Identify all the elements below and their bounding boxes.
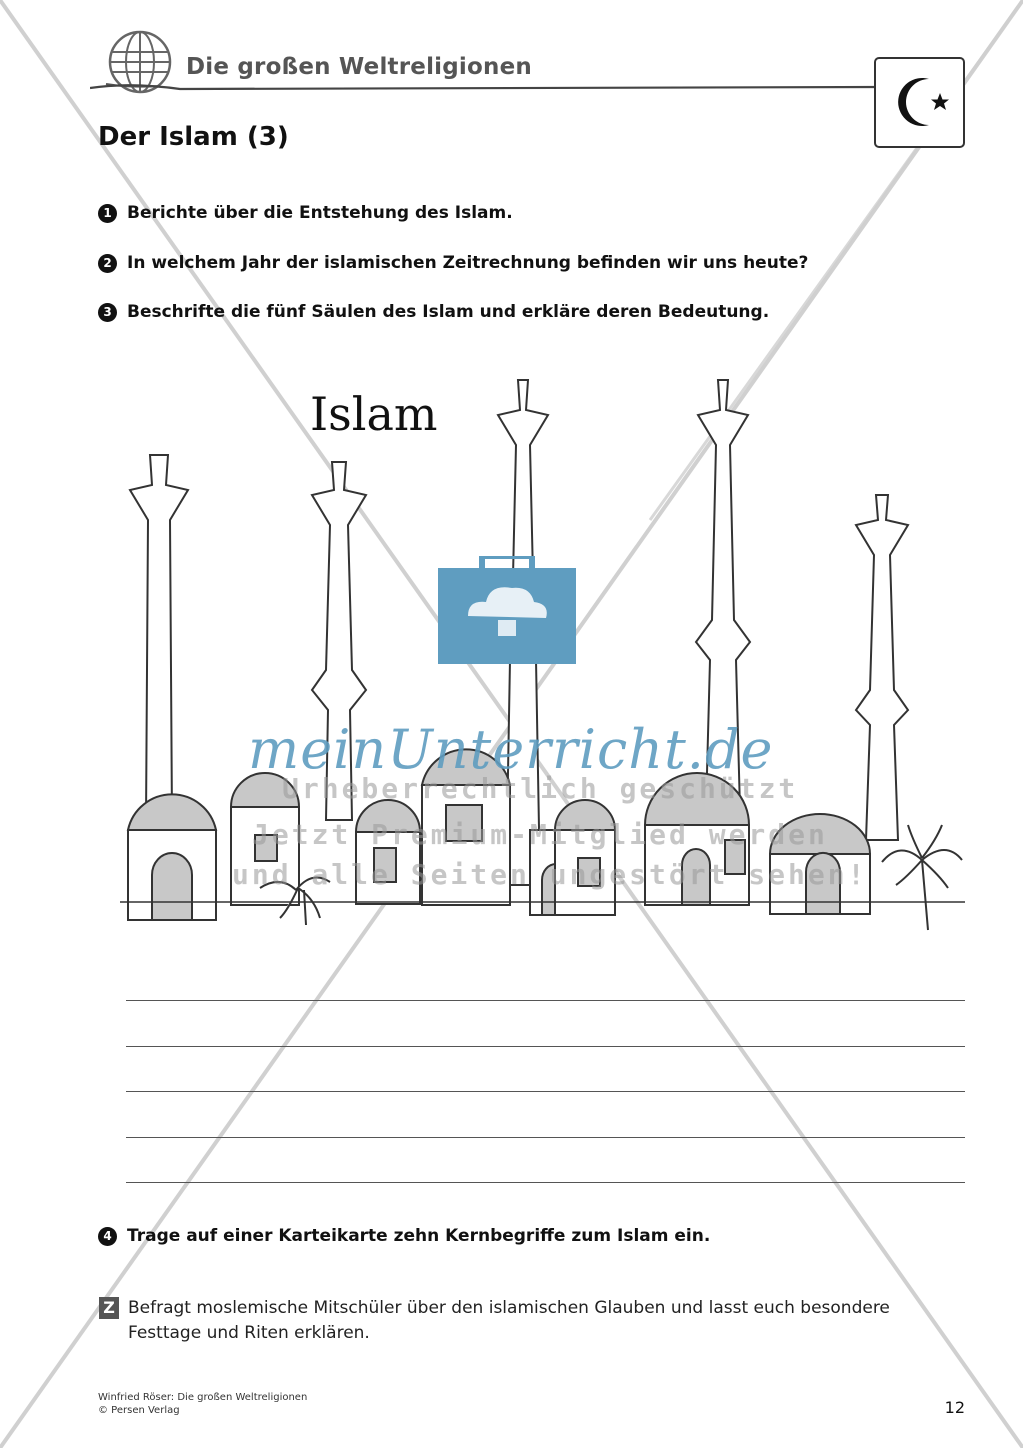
minaret-5 [856,495,908,840]
task-2-text: In welchem Jahr der islamischen Zeitrechnung befinden wir uns heute? [127,253,809,273]
task-2 [98,253,808,273]
task-1 [98,203,513,223]
writing-line-3[interactable] [126,1091,965,1092]
header-rule [90,82,880,96]
task-4 [98,1226,710,1246]
crescent-star-icon [874,57,965,148]
watermark-line-3: und alle Seiten ungestört sehen! [232,858,868,891]
footer-credit [98,1391,307,1417]
task-number-4: 4 [98,1227,117,1246]
task-number-3: 3 [98,303,117,322]
writing-line-2[interactable] [126,1046,965,1047]
briefcase-watermark-icon [438,556,576,664]
watermark-line-1: Urheberrechtlich geschützt [282,772,799,805]
task-4-text: Trage auf einer Karteikarte zehn Kernbegriffe zum Islam ein. [127,1226,711,1246]
illustration-label: Islam [310,387,438,441]
watermark-brand: meinUnterricht.de [248,718,774,781]
task-1-text: Berichte über die Entstehung des Islam. [127,203,513,223]
watermark-line-2: Jetzt Premium-Mitglied werden [252,818,828,851]
page-number: 12 [944,1398,965,1417]
minaret-1 [130,455,188,820]
writing-line-4[interactable] [126,1137,965,1138]
footer-credit-line-2: © Persen Verlag [98,1405,180,1416]
task-number-1: 1 [98,204,117,223]
writing-line-1[interactable] [126,1000,965,1001]
footer-credit-line-1: Winfried Röser: Die großen Weltreligionen [98,1392,308,1403]
page-title: Der Islam (3) [98,122,289,152]
building-1 [128,794,216,830]
writing-line-5[interactable] [126,1182,965,1183]
zusatz-badge: Z [99,1297,119,1319]
header-title: Die großen Weltreligionen [186,54,532,80]
zusatz-text: Befragt moslemische Mitschüler über den islamischen Glauben und lasst euch besondere Festtage und Riten erklären. [128,1298,890,1343]
task-3 [98,302,769,322]
task-number-2: 2 [98,254,117,273]
task-3-text: Beschrifte die fünf Säulen des Islam und erkläre deren Bedeutung. [127,302,770,322]
